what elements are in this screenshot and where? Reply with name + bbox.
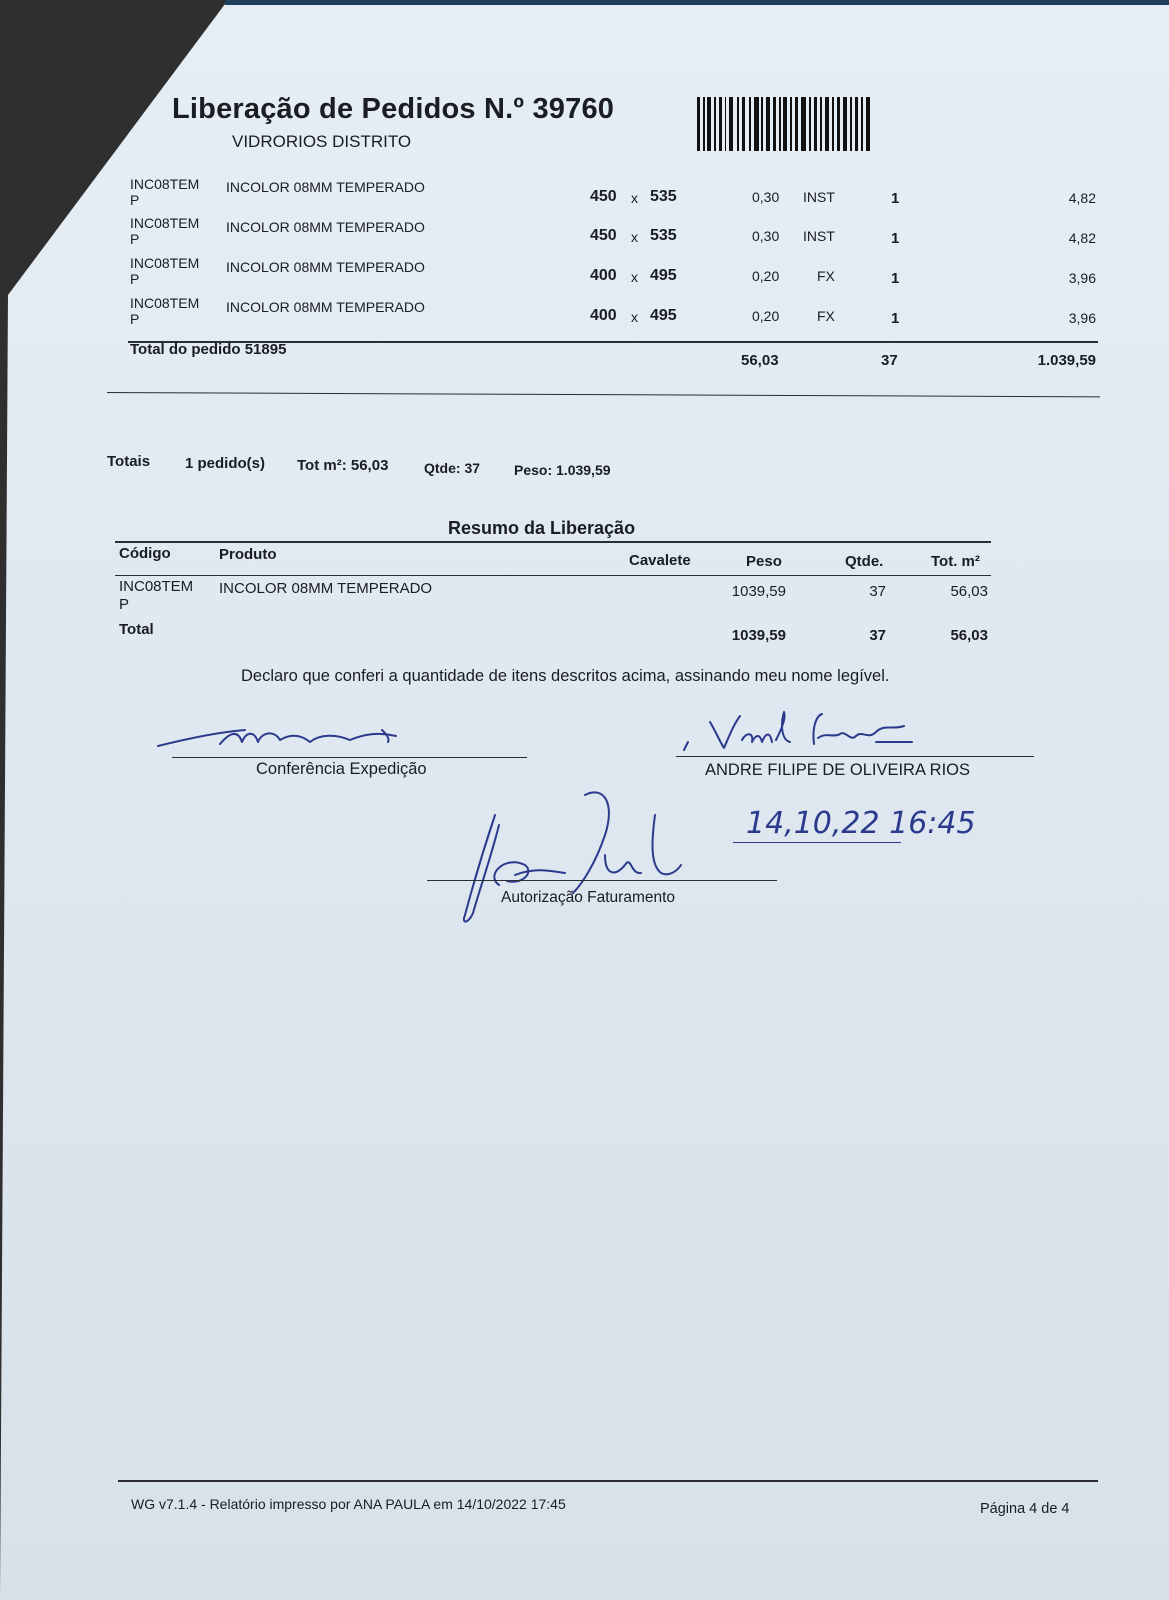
summary-total-qtde: 37 xyxy=(869,627,886,644)
document-title: Liberação de Pedidos N.º 39760 xyxy=(172,93,615,125)
item-area: 0,30 xyxy=(752,228,780,244)
summary-header-tot-m2: Tot. m² xyxy=(931,553,980,570)
item-width: 400 xyxy=(590,307,617,324)
order-total-area: 56,03 xyxy=(741,352,779,369)
order-total-label: Total do pedido 51895 xyxy=(130,341,287,358)
expedition-signature-line xyxy=(172,757,527,758)
summary-header-peso: Peso xyxy=(746,553,782,570)
order-total-qty: 37 xyxy=(881,352,898,369)
summary-peso: 1039,59 xyxy=(731,583,786,600)
summary-code-cont: P xyxy=(119,596,130,613)
totals-orders: 1 pedido(s) xyxy=(185,455,266,472)
item-width: 450 xyxy=(590,188,617,205)
page-top-edge xyxy=(225,0,1169,5)
item-weight: 3,96 xyxy=(1068,310,1096,326)
driver-name: ANDRE FILIPE DE OLIVEIRA RIOS xyxy=(705,761,970,779)
item-code-cont: P xyxy=(130,192,140,208)
order-total-weight: 1.039,59 xyxy=(1037,352,1096,369)
summary-top-rule xyxy=(115,541,991,543)
item-weight: 3,96 xyxy=(1068,270,1096,286)
item-code-cont: P xyxy=(130,311,140,327)
item-product: INCOLOR 08MM TEMPERADO xyxy=(226,299,425,315)
summary-header-produto: Produto xyxy=(219,546,277,563)
item-qty: 1 xyxy=(891,270,900,287)
item-height: 535 xyxy=(650,188,677,205)
item-product: INCOLOR 08MM TEMPERADO xyxy=(226,179,425,195)
billing-signature-line xyxy=(427,880,777,881)
expedition-label: Conferência Expedição xyxy=(256,760,427,778)
driver-signature-line xyxy=(676,756,1034,757)
billing-label: Autorização Faturamento xyxy=(501,889,676,906)
summary-title: Resumo da Liberação xyxy=(448,518,636,538)
totals-area: Tot m²: 56,03 xyxy=(297,457,389,474)
footer-rule xyxy=(118,1480,1098,1482)
item-area: 0,30 xyxy=(752,189,780,205)
item-dim-separator: x xyxy=(631,229,638,245)
expedition-signature xyxy=(150,720,430,760)
item-weight: 4,82 xyxy=(1068,190,1096,206)
driver-signature xyxy=(680,708,940,756)
footer-page-number: Página 4 de 4 xyxy=(980,1501,1070,1517)
item-product: INCOLOR 08MM TEMPERADO xyxy=(226,219,425,235)
summary-header-cavalete: Cavalete xyxy=(629,552,691,569)
item-code-cont: P xyxy=(130,231,140,247)
summary-code: INC08TEM xyxy=(119,578,194,595)
item-height: 495 xyxy=(650,307,677,324)
item-width: 400 xyxy=(590,267,617,284)
item-code: INC08TEM xyxy=(130,255,200,271)
summary-header-codigo: Código xyxy=(119,545,171,562)
item-type: INST xyxy=(803,189,835,205)
totals-qty: Qtde: 37 xyxy=(424,460,481,476)
barcode xyxy=(697,97,873,151)
item-qty: 1 xyxy=(891,230,900,247)
item-qty: 1 xyxy=(891,310,900,327)
item-type: FX xyxy=(817,268,835,284)
summary-tot-m2: 56,03 xyxy=(950,583,988,600)
item-area: 0,20 xyxy=(752,308,780,324)
summary-qtde: 37 xyxy=(869,583,886,600)
company-name: VIDRORIOS DISTRITO xyxy=(232,132,412,151)
item-code-cont: P xyxy=(130,271,140,287)
totals-label: Totais xyxy=(107,453,151,470)
item-dim-separator: x xyxy=(631,190,638,206)
item-width: 450 xyxy=(590,227,617,244)
item-code: INC08TEM xyxy=(130,215,200,231)
item-type: INST xyxy=(803,228,835,244)
item-area: 0,20 xyxy=(752,268,780,284)
item-product: INCOLOR 08MM TEMPERADO xyxy=(226,259,425,275)
item-code: INC08TEM xyxy=(130,176,200,192)
item-type: FX xyxy=(817,308,835,324)
summary-total-label: Total xyxy=(119,621,154,638)
summary-header-qtde: Qtde. xyxy=(845,553,884,570)
billing-signature xyxy=(455,785,685,930)
summary-total-tot-m2: 56,03 xyxy=(950,627,988,644)
handwritten-date-underline xyxy=(733,842,901,843)
item-qty: 1 xyxy=(891,190,900,207)
handwritten-date: 14,10,22 16:45 xyxy=(746,806,976,841)
item-dim-separator: x xyxy=(631,269,638,285)
item-height: 495 xyxy=(650,267,677,284)
summary-total-peso: 1039,59 xyxy=(731,627,786,644)
item-dim-separator: x xyxy=(631,309,638,325)
item-weight: 4,82 xyxy=(1068,230,1096,246)
totals-weight: Peso: 1.039,59 xyxy=(514,462,611,478)
summary-header-rule xyxy=(115,575,991,576)
item-height: 535 xyxy=(650,227,677,244)
footer-printed-by: WG v7.1.4 - Relatório impresso por ANA PAULA em 14/10/2022 17:45 xyxy=(131,1496,566,1512)
item-code: INC08TEM xyxy=(130,295,200,311)
declaration-text: Declaro que conferi a quantidade de itens descritos acima, assinando meu nome legível. xyxy=(241,667,890,685)
summary-product: INCOLOR 08MM TEMPERADO xyxy=(219,580,433,597)
